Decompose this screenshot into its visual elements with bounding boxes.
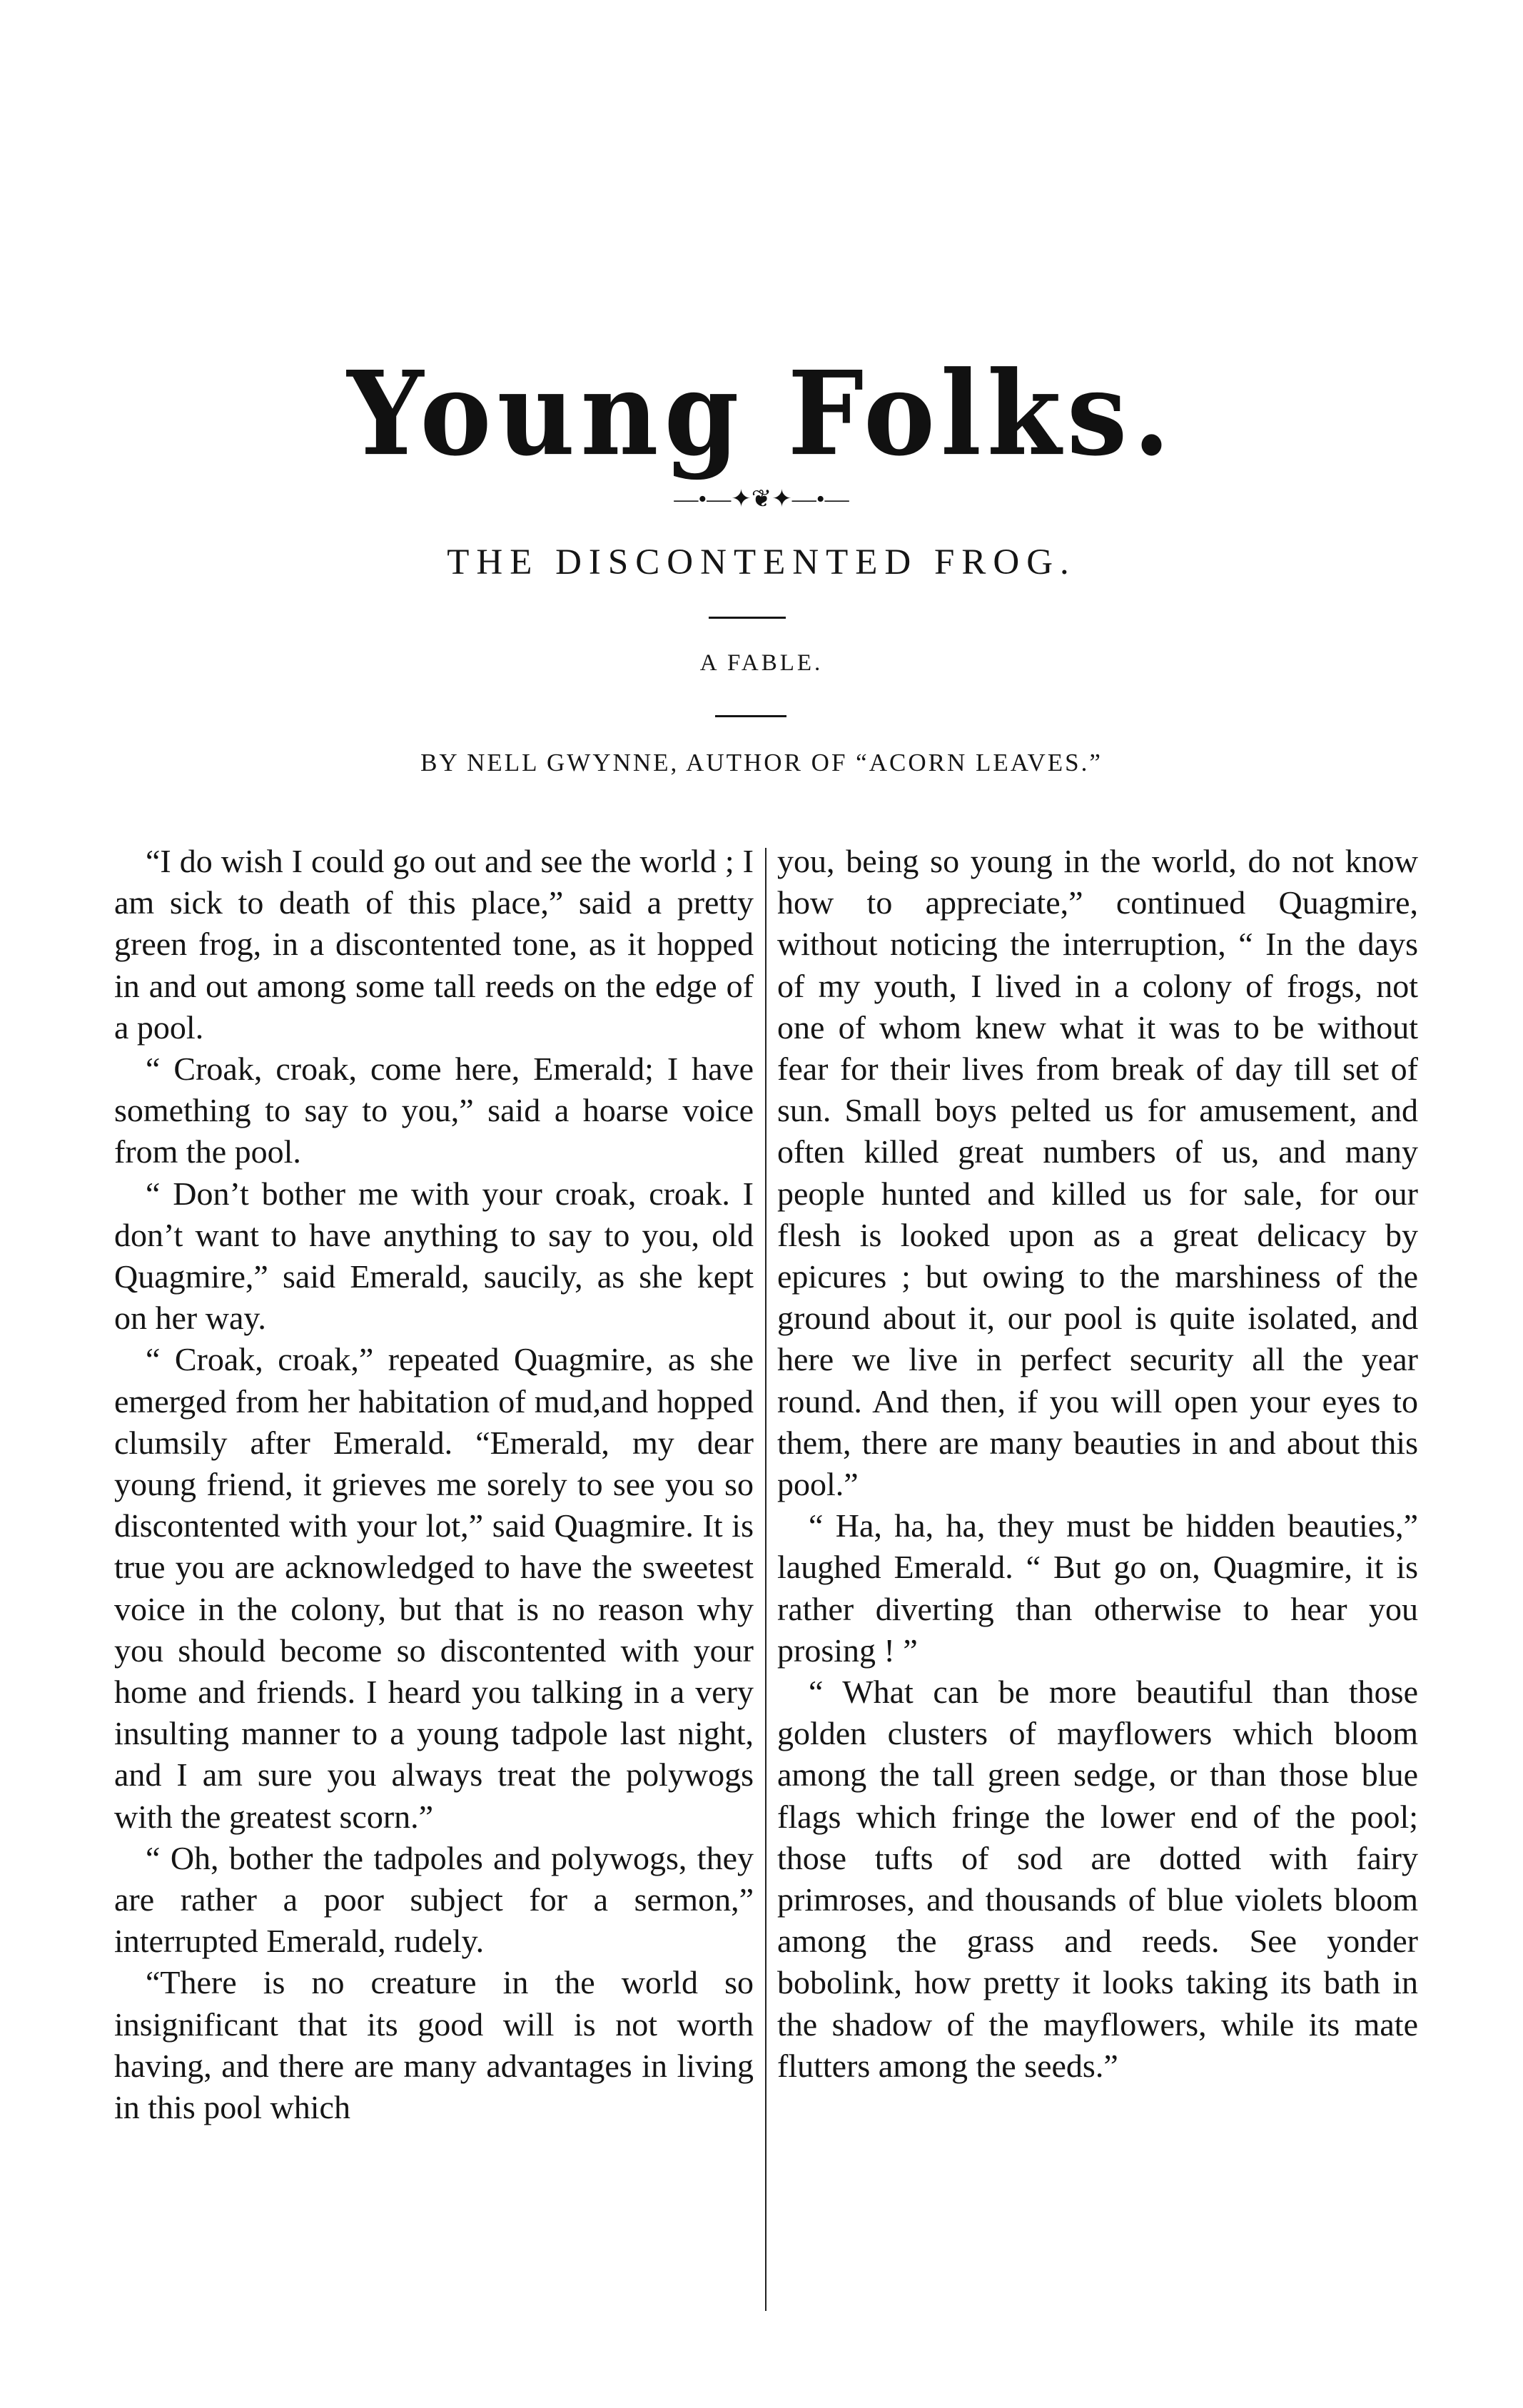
paragraph: “ Ha, ha, ha, they must be hidden beauties,” laughed Emerald. “ But go on, Quagmire, it is rather diverting than otherwise to hear you prosing ! ” [777,1507,1418,1669]
subtitle-rule [715,715,786,717]
ornament-divider: —•—✦❦✦—•— [674,486,849,512]
paragraph: “ Croak, croak,” repeated Quagmire, as she emerged from her habitation of mud,and hopped clumsily after Emerald. “Emerald, my dear young friend, it grieves me sorely to see you so discontented with your lot,” said Quagmire. It is true you are acknowledged to have the sweetest voice in the colony, but that is no reason why you should become so discontented with your home and friends. I heard you talking in a very insulting manner to a young tadpole last night, and I am sure you always treat the polywogs with the greatest scorn.” [114,1341,754,1835]
paragraph: you, being so young in the world, do not know how to appreciate,” continued Quagmire, without noticing the interruption, “ In the days of my youth, I lived in a colony of frogs, not one of whom knew what it was to be without fear for their lives from break of day till set of sun. Small boys pelted us for amusement, and often killed great numbers of us, and many people hunted and killed us for sale, for our flesh is looked upon as a great delicacy by epicures ; but owing to the marshiness of the ground about it, our pool is quite isolated, and here we live in perfect security all the year round. And then, if you will open your eyes to them, there are many beauties in and about this pool.” [777,843,1418,1503]
title-rule [709,617,786,619]
story-subtitle: A FABLE. [699,650,824,676]
left-column [114,841,754,2128]
paragraph: “ Don’t bother me with your croak, croak. I don’t want to have anything to say to you, old Quagmire,” said Emerald, saucily, as she kept on her way. [114,1175,754,1337]
right-column [777,841,1418,2087]
paragraph: “There is no creature in the world so insignificant that its good will is not worth having, and there are many advantages in living in this pool which [114,1964,754,2126]
story-title: THE DISCONTENTED FROG. [447,542,1076,582]
paragraph: “ Oh, bother the tadpoles and polywogs, they are rather a poor subject for a sermon,” interrupted Emerald, rudely. [114,1839,754,1960]
paragraph: “I do wish I could go out and see the world ; I am sick to death of this place,” said a pretty green frog, in a discontented tone, as it hopped in and out among some tall reeds on the edge of a pool. [114,843,754,1046]
paragraph: “ What can be more beautiful than those golden clusters of mayflowers which bloom among the tall green sedge, or than those blue flags which fringe the lower end of the pool; those tufts of sod are dotted with fairy primroses, and thousands of blue violets bloom among the grass and reeds. See yonder bobolink, how pretty it looks taking its bath in the shadow of the mayflowers, while its mate flutters among the seeds.” [777,1674,1418,2084]
masthead-title: Young Folks. [347,345,1176,482]
story-byline: BY NELL GWYNNE, AUTHOR OF “ACORN LEAVES.” [420,749,1103,776]
column-divider [765,848,766,2311]
paragraph: “ Croak, croak, come here, Emerald; I have something to say to you,” said a hoarse voice from the pool. [114,1051,754,1170]
